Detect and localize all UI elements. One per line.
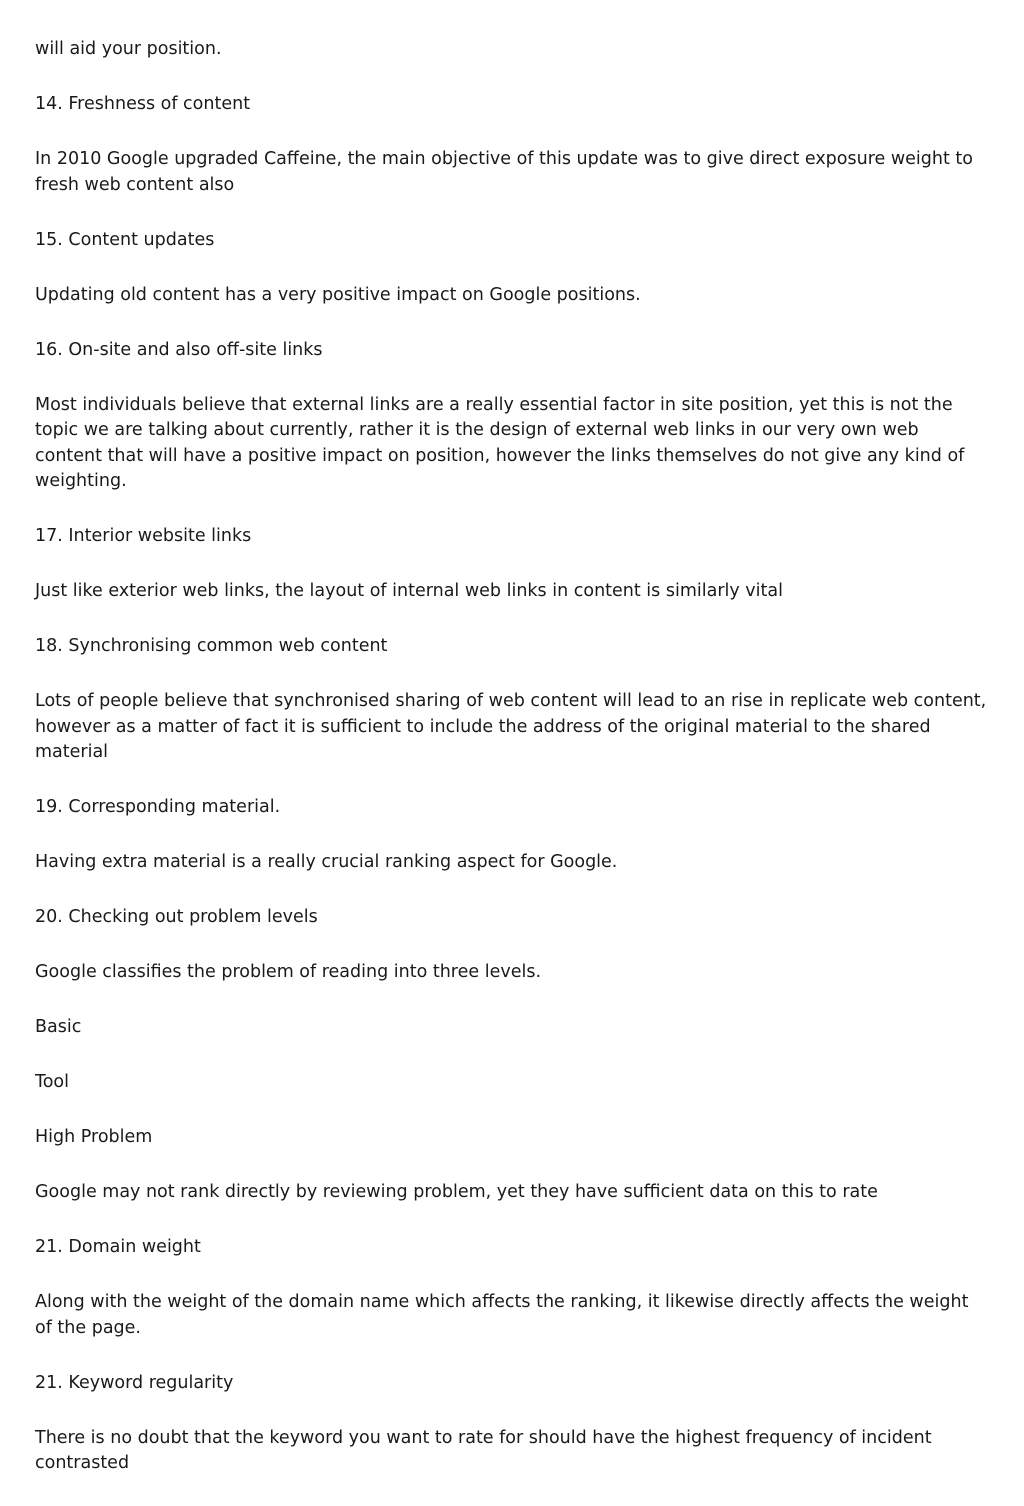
paragraph-corresponding-material: Having extra material is a really crucial ranking aspect for Google. <box>35 852 618 872</box>
heading-corresponding-material: 19. Corresponding material. <box>35 797 281 817</box>
paragraph-continuation: will aid your position. <box>35 39 222 59</box>
paragraph-freshness: In 2010 Google upgraded Caffeine, the main objective of this update was to give direct exposure weight to fresh web content also <box>35 149 973 195</box>
paragraph-domain-weight: Along with the weight of the domain name which affects the ranking, it likewise directly affects the weight of the page. <box>35 1292 969 1338</box>
heading-problem-levels: 20. Checking out problem levels <box>35 907 318 927</box>
heading-content-updates: 15. Content updates <box>35 229 215 250</box>
paragraph-interior-website-links: Just like exterior web links, the layout of internal web links in content is similarly vital <box>35 581 783 601</box>
heading-domain-weight: 21. Domain weight <box>35 1237 201 1257</box>
paragraph-content-updates: Updating old content has a very positive impact on Google positions. <box>35 284 641 305</box>
document-page <box>35 37 990 1506</box>
heading-keyword-regularity: 21. Keyword regularity <box>35 1372 234 1393</box>
paragraph-reviewing-problem: Google may not rank directly by reviewing problem, yet they have sufficient data on this to rate <box>35 1182 878 1202</box>
paragraph-problem-levels: Google classifies the problem of reading into three levels. <box>35 962 542 982</box>
heading-interior-website-links: 17. Interior website links <box>35 526 252 546</box>
level-basic: Basic <box>35 1017 82 1037</box>
heading-synchronising-content: 18. Synchronising common web content <box>35 636 388 656</box>
paragraph-onsite-offsite-links: Most individuals believe that external links are a really essential factor in site position, yet this is not the topic we are talking about currently, rather it is the design of external web links in our very own web content that will have a positive impact on position, however the links themselves do not give any kind of weighting. <box>35 394 965 491</box>
level-high-problem: High Problem <box>35 1127 153 1147</box>
paragraph-keyword-regularity: There is no doubt that the keyword you want to rate for should have the highest frequency of incident contrasted <box>35 1427 932 1473</box>
paragraph-synchronising-content: Lots of people believe that synchronised sharing of web content will lead to an rise in replicate web content, however as a matter of fact it is sufficient to include the address of the original material to the shared material <box>35 691 987 762</box>
level-tool: Tool <box>35 1072 69 1092</box>
heading-freshness-of-content: 14. Freshness of content <box>35 94 251 114</box>
heading-onsite-offsite-links: 16. On-site and also off-site links <box>35 339 323 360</box>
